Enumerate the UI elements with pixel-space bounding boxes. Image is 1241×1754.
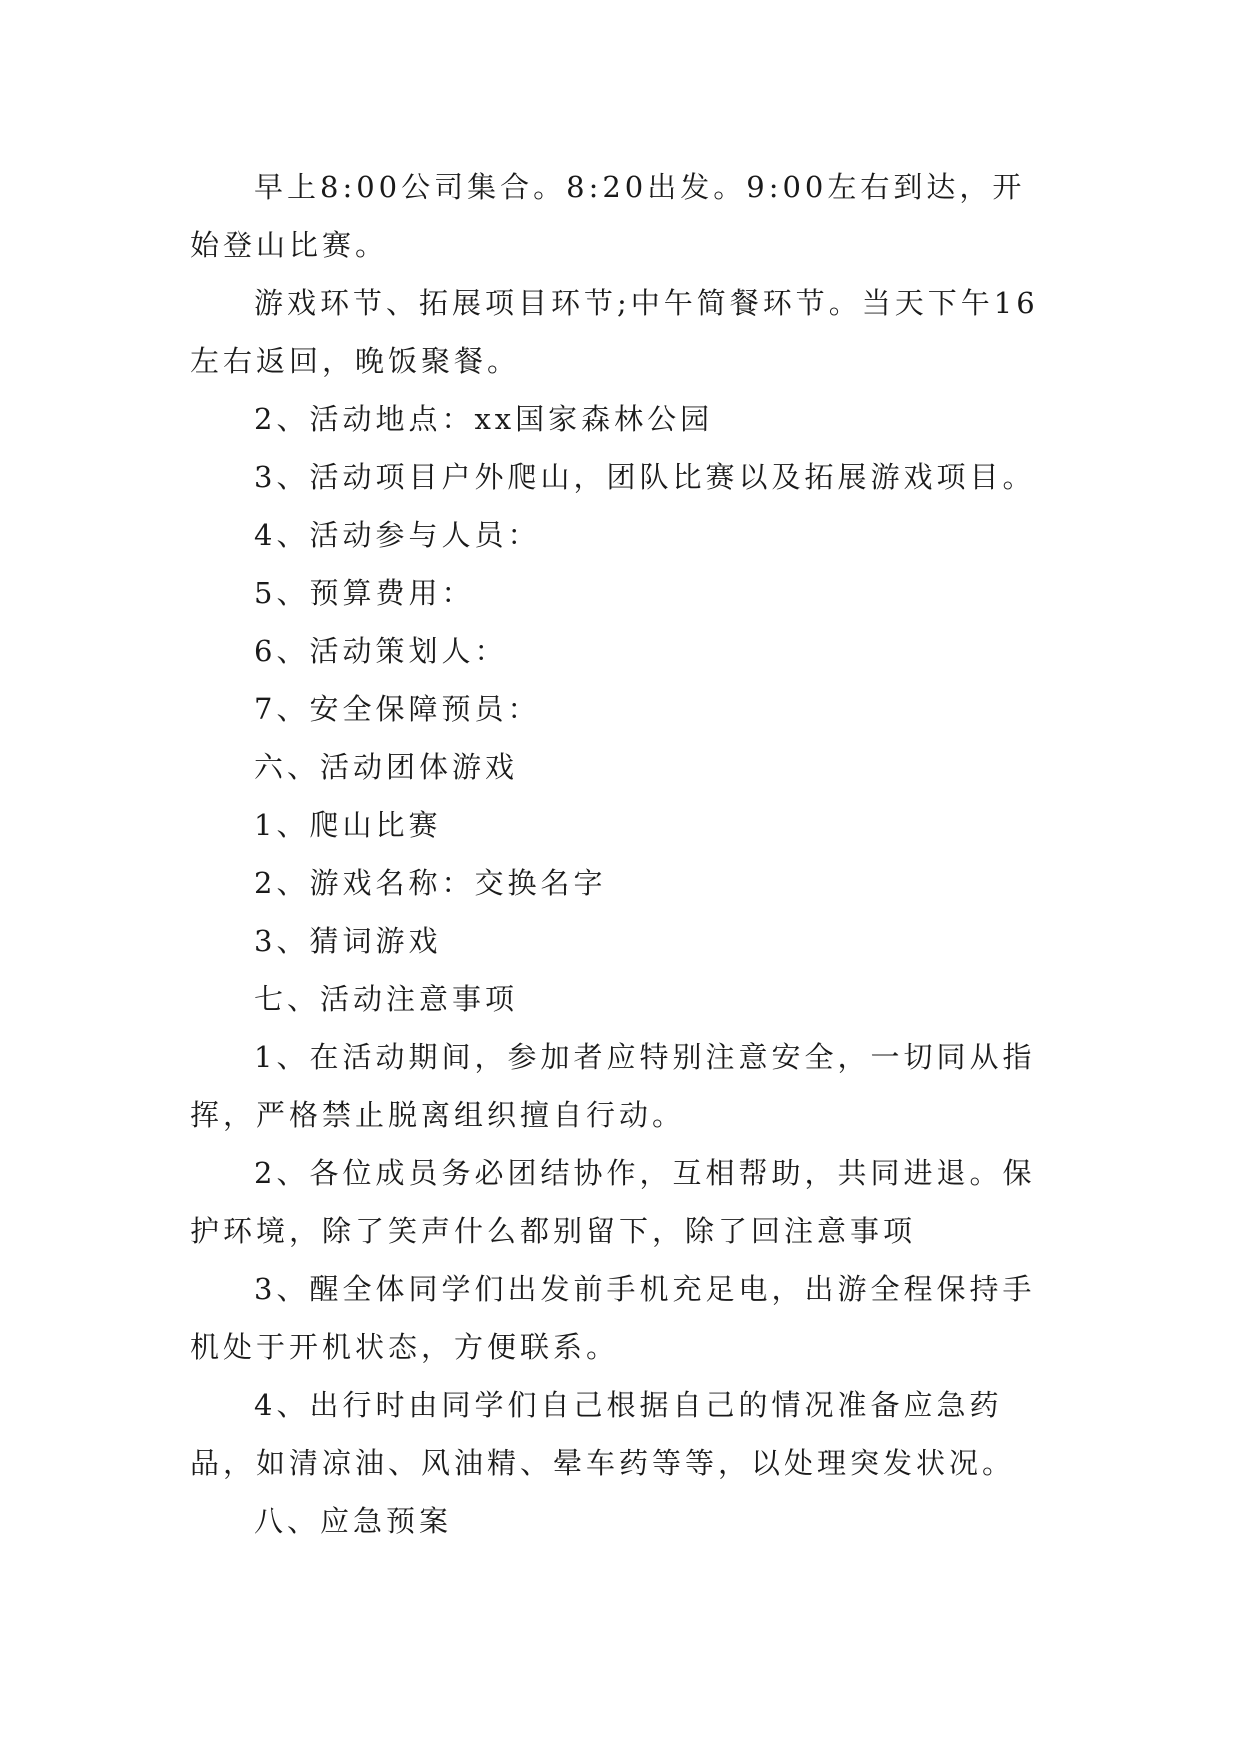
section-heading-emergency: 八、应急预案 bbox=[254, 1504, 453, 1538]
paragraph-schedule-afternoon: 游戏环节、拓展项目环节;中午简餐环节。当天下午16左右返回，晚饭聚餐。 bbox=[190, 286, 1039, 378]
list-item-note-2: 2、各位成员务必团结协作，互相帮助，共同进退。保护环境，除了笑声什么都别留下，除了回注意事项 bbox=[190, 1156, 1036, 1248]
list-item-game-3: 3、猜词游戏 bbox=[254, 924, 442, 958]
list-item-note-4: 4、出行时由同学们自己根据自己的情况准备应急药品，如清凉油、风油精、晕车药等等，以处理突发状况。 bbox=[190, 1388, 1016, 1480]
list-item-game-2: 2、游戏名称：交换名字 bbox=[254, 866, 607, 900]
list-item-note-1: 1、在活动期间，参加者应特别注意安全，一切同从指挥，严格禁止脱离组织擅自行动。 bbox=[190, 1040, 1036, 1132]
paragraph-budget: 5、预算费用： bbox=[254, 576, 475, 610]
paragraph-activities: 3、活动项目户外爬山，团队比赛以及拓展游戏项目。 bbox=[254, 460, 1036, 494]
list-item-note-3: 3、醒全体同学们出发前手机充足电，出游全程保持手机处于开机状态，方便联系。 bbox=[190, 1272, 1036, 1364]
paragraph-schedule-morning: 早上8:00公司集合。8:20出发。9:00左右到达，开始登山比赛。 bbox=[190, 170, 1026, 262]
paragraph-participants: 4、活动参与人员： bbox=[254, 518, 541, 552]
document-body bbox=[190, 158, 1050, 1550]
paragraph-location: 2、活动地点：xx国家森林公园 bbox=[254, 402, 714, 436]
section-heading-games: 六、活动团体游戏 bbox=[254, 750, 519, 784]
paragraph-planner: 6、活动策划人： bbox=[254, 634, 508, 668]
section-heading-notes: 七、活动注意事项 bbox=[254, 982, 519, 1016]
paragraph-safety-staff: 7、安全保障预员： bbox=[254, 692, 541, 726]
list-item-game-1: 1、爬山比赛 bbox=[254, 808, 442, 842]
